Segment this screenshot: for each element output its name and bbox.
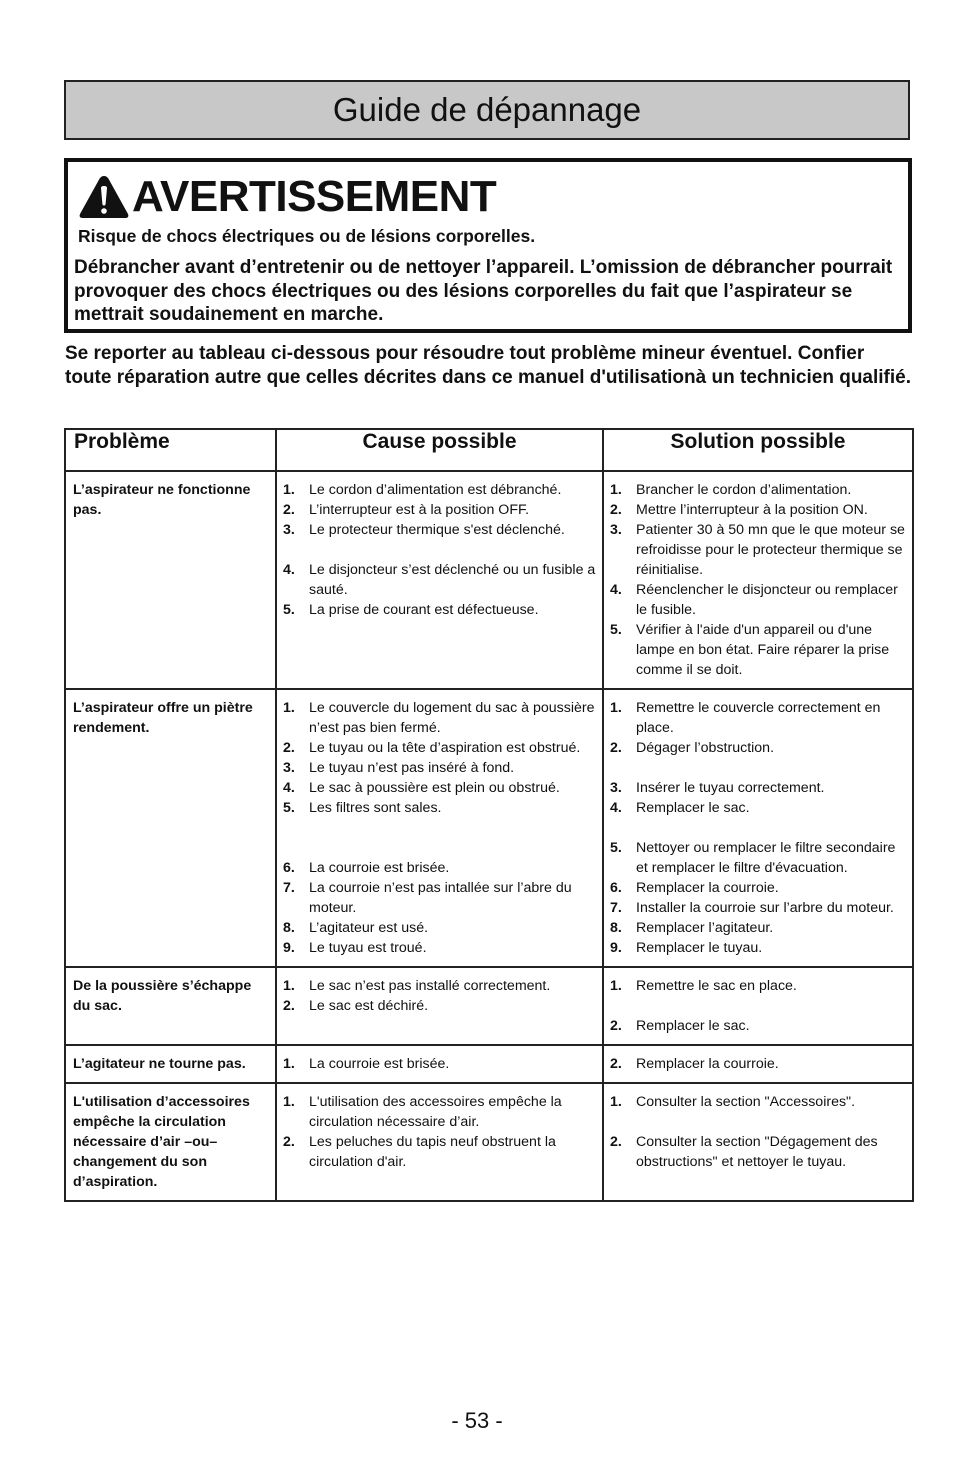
cause-item: [283, 738, 598, 758]
spacer: [283, 838, 598, 858]
warning-triangle-icon: [78, 174, 130, 220]
item-text: Remplacer la courroie.: [636, 880, 779, 896]
item-number: 3.: [610, 780, 622, 796]
item-number: 6.: [283, 860, 295, 876]
cause-item: [283, 480, 598, 500]
item-number: 1.: [283, 482, 295, 498]
cause-item: [283, 560, 598, 600]
solution-cell: [603, 689, 913, 967]
spacer: [283, 540, 598, 560]
item-text: La courroie n’est pas intallée sur l’abre du moteur.: [309, 880, 572, 916]
solution-item: [610, 918, 908, 938]
cause-item: [283, 976, 598, 996]
item-text: Le protecteur thermique s'est déclenché.: [309, 522, 565, 538]
cause-cell: [276, 1083, 603, 1201]
solution-item: [610, 878, 908, 898]
spacer: [283, 818, 598, 838]
intro-paragraph: Se reporter au tableau ci-dessous pour résoudre tout problème mineur éventuel. Confier toute réparation autre que celles décrites dans ce manuel d'utilisationà un technicien qualifié.: [65, 343, 912, 388]
solution-item: [610, 520, 908, 580]
warning-box: [64, 158, 912, 333]
solution-item: [610, 738, 908, 758]
warning-risk: Risque de chocs électriques ou de lésions corporelles.: [78, 226, 536, 246]
item-text: L’interrupteur est à la position OFF.: [309, 502, 530, 518]
solution-cell: [603, 967, 913, 1045]
solution-item: [610, 838, 908, 878]
header-problem: Problème: [65, 429, 276, 471]
item-number: 6.: [610, 880, 622, 896]
item-number: 2.: [610, 502, 622, 518]
item-text: Remettre le sac en place.: [636, 978, 797, 994]
item-text: Le sac n’est pas installé correctement.: [309, 978, 551, 994]
solution-cell: [603, 1045, 913, 1083]
item-text: Insérer le tuyau correctement.: [636, 780, 825, 796]
item-text: La prise de courant est défectueuse.: [309, 602, 539, 618]
item-number: 2.: [283, 502, 295, 518]
cause-item: [283, 858, 598, 878]
solution-item: [610, 580, 908, 620]
item-text: Le cordon d’alimentation est débranché.: [309, 482, 562, 498]
item-text: Mettre l’interrupteur à la position ON.: [636, 502, 868, 518]
item-number: 8.: [283, 920, 295, 936]
item-text: Consulter la section "Accessoires".: [636, 1094, 856, 1110]
solution-item: [610, 500, 908, 520]
cause-item: [283, 996, 598, 1016]
cause-item: [283, 798, 598, 818]
item-number: 1.: [610, 1094, 622, 1110]
item-text: Remettre le couvercle correctement en place.: [636, 700, 881, 736]
cause-item: [283, 878, 598, 918]
cause-item: [283, 1092, 598, 1132]
cause-cell: [276, 689, 603, 967]
table-row: [65, 1045, 913, 1083]
solution-item: [610, 1132, 908, 1172]
item-text: Brancher le cordon d’alimentation.: [636, 482, 852, 498]
table-row: [65, 689, 913, 967]
spacer: [610, 818, 908, 838]
warning-body: Débrancher avant d’entretenir ou de nettoyer l’appareil. L’omission de débrancher pourrait provoquer des chocs électriques ou des lésions corporelles du fait que l’aspirateur se mettrait soudainement en marche.: [74, 257, 893, 325]
solution-cell: [603, 471, 913, 689]
solution-item: [610, 938, 908, 958]
item-text: Consulter la section "Dégagement des obstructions" et nettoyer le tuyau.: [636, 1134, 878, 1170]
item-number: 5.: [283, 800, 295, 816]
solution-item: [610, 976, 908, 996]
cause-item: [283, 778, 598, 798]
item-text: Les filtres sont sales.: [309, 800, 442, 816]
item-number: 5.: [610, 840, 622, 856]
item-number: 7.: [283, 880, 295, 896]
item-number: 2.: [283, 1134, 295, 1150]
item-number: 1.: [283, 700, 295, 716]
cause-item: [283, 1132, 598, 1172]
cause-item: [283, 758, 598, 778]
item-number: 2.: [610, 1056, 622, 1072]
table-header-row: [65, 429, 913, 471]
cause-cell: [276, 1045, 603, 1083]
item-number: 9.: [610, 940, 622, 956]
item-number: 2.: [283, 740, 295, 756]
item-number: 4.: [283, 562, 295, 578]
spacer: [610, 996, 908, 1016]
item-number: 5.: [610, 622, 622, 638]
item-number: 4.: [283, 780, 295, 796]
item-number: 1.: [610, 700, 622, 716]
problem-cell: L’agitateur ne tourne pas.: [65, 1045, 276, 1083]
cause-item: [283, 938, 598, 958]
cause-item: [283, 600, 598, 620]
item-number: 1.: [283, 978, 295, 994]
table-row: [65, 1083, 913, 1201]
item-text: Patienter 30 à 50 mn que le que moteur se refroidisse pour le protecteur thermique se réinitialise.: [636, 522, 905, 578]
item-number: 1.: [610, 978, 622, 994]
item-text: L’agitateur est usé.: [309, 920, 429, 936]
item-number: 4.: [610, 800, 622, 816]
solution-cell: [603, 1083, 913, 1201]
troubleshooting-table: [64, 428, 914, 1202]
header-solution: Solution possible: [603, 429, 913, 471]
table-row: [65, 967, 913, 1045]
spacer: [610, 1112, 908, 1132]
cause-cell: [276, 967, 603, 1045]
table-row: [65, 471, 913, 689]
item-number: 8.: [610, 920, 622, 936]
solution-item: [610, 898, 908, 918]
table-body: [65, 471, 913, 1201]
item-number: 3.: [610, 522, 622, 538]
item-text: Les peluches du tapis neuf obstruent la circulation d'air.: [309, 1134, 556, 1170]
item-number: 2.: [610, 740, 622, 756]
cause-item: [283, 918, 598, 938]
item-text: Le couvercle du logement du sac à poussière n’est pas bien fermé.: [309, 700, 595, 736]
item-text: Remplacer la courroie.: [636, 1056, 779, 1072]
item-number: 4.: [610, 582, 622, 598]
warning-heading: [78, 172, 496, 222]
item-text: Le tuyau n’est pas inséré à fond.: [309, 760, 515, 776]
page-title: Guide de dépannage: [332, 91, 642, 128]
item-number: 1.: [283, 1056, 295, 1072]
solution-item: [610, 620, 908, 680]
item-text: Remplacer l’agitateur.: [636, 920, 774, 936]
item-text: Vérifier à l'aide d'un appareil ou d'une lampe en bon état. Faire réparer la prise comme il se doit.: [636, 622, 890, 678]
header-cause: Cause possible: [276, 429, 603, 471]
item-text: Réenclencher le disjoncteur ou remplacer le fusible.: [636, 582, 898, 618]
cause-item: [283, 500, 598, 520]
solution-item: [610, 778, 908, 798]
warning-title: AVERTISSEMENT: [132, 172, 497, 221]
solution-item: [610, 1092, 908, 1112]
problem-cell: L'utilisation d’accessoires empêche la circulation nécessaire d’air –ou– changement du son d’aspiration.: [65, 1083, 276, 1201]
solution-item: [610, 1016, 908, 1036]
item-text: Remplacer le sac.: [636, 1018, 750, 1034]
item-text: Le disjoncteur s’est déclenché ou un fusible a sauté.: [309, 562, 596, 598]
item-text: La courroie est brisée.: [309, 1056, 450, 1072]
item-text: Nettoyer ou remplacer le filtre secondaire et remplacer le filtre d'évacuation.: [636, 840, 896, 876]
spacer: [610, 758, 908, 778]
item-text: Le tuyau est troué.: [309, 940, 427, 956]
problem-cell: L’aspirateur offre un piètre rendement.: [65, 689, 276, 967]
item-number: 1.: [283, 1094, 295, 1110]
solution-item: [610, 480, 908, 500]
cause-item: [283, 698, 598, 738]
item-text: Dégager l’obstruction.: [636, 740, 775, 756]
page-title-bar: [64, 80, 910, 140]
page-number: - 53 -: [451, 1408, 503, 1433]
item-text: Remplacer le tuyau.: [636, 940, 763, 956]
item-number: 3.: [283, 760, 295, 776]
item-number: 2.: [610, 1018, 622, 1034]
item-number: 1.: [610, 482, 622, 498]
item-number: 2.: [283, 998, 295, 1014]
item-number: 9.: [283, 940, 295, 956]
cause-item: [283, 1054, 598, 1074]
item-text: Installer la courroie sur l’arbre du moteur.: [636, 900, 894, 916]
item-text: Le tuyau ou la tête d’aspiration est obstrué.: [309, 740, 581, 756]
item-number: 3.: [283, 522, 295, 538]
item-text: Le sac à poussière est plein ou obstrué.: [309, 780, 560, 796]
item-number: 7.: [610, 900, 622, 916]
item-number: 2.: [610, 1134, 622, 1150]
cause-cell: [276, 471, 603, 689]
solution-item: [610, 1054, 908, 1074]
item-text: Remplacer le sac.: [636, 800, 750, 816]
problem-cell: De la poussière s’échappe du sac.: [65, 967, 276, 1045]
solution-item: [610, 698, 908, 738]
item-text: Le sac est déchiré.: [309, 998, 429, 1014]
cause-item: [283, 520, 598, 540]
problem-cell: L’aspirateur ne fonctionne pas.: [65, 471, 276, 689]
solution-item: [610, 798, 908, 818]
item-text: L'utilisation des accessoires empêche la circulation nécessaire d’air.: [309, 1094, 562, 1130]
item-number: 5.: [283, 602, 295, 618]
item-text: La courroie est brisée.: [309, 860, 450, 876]
